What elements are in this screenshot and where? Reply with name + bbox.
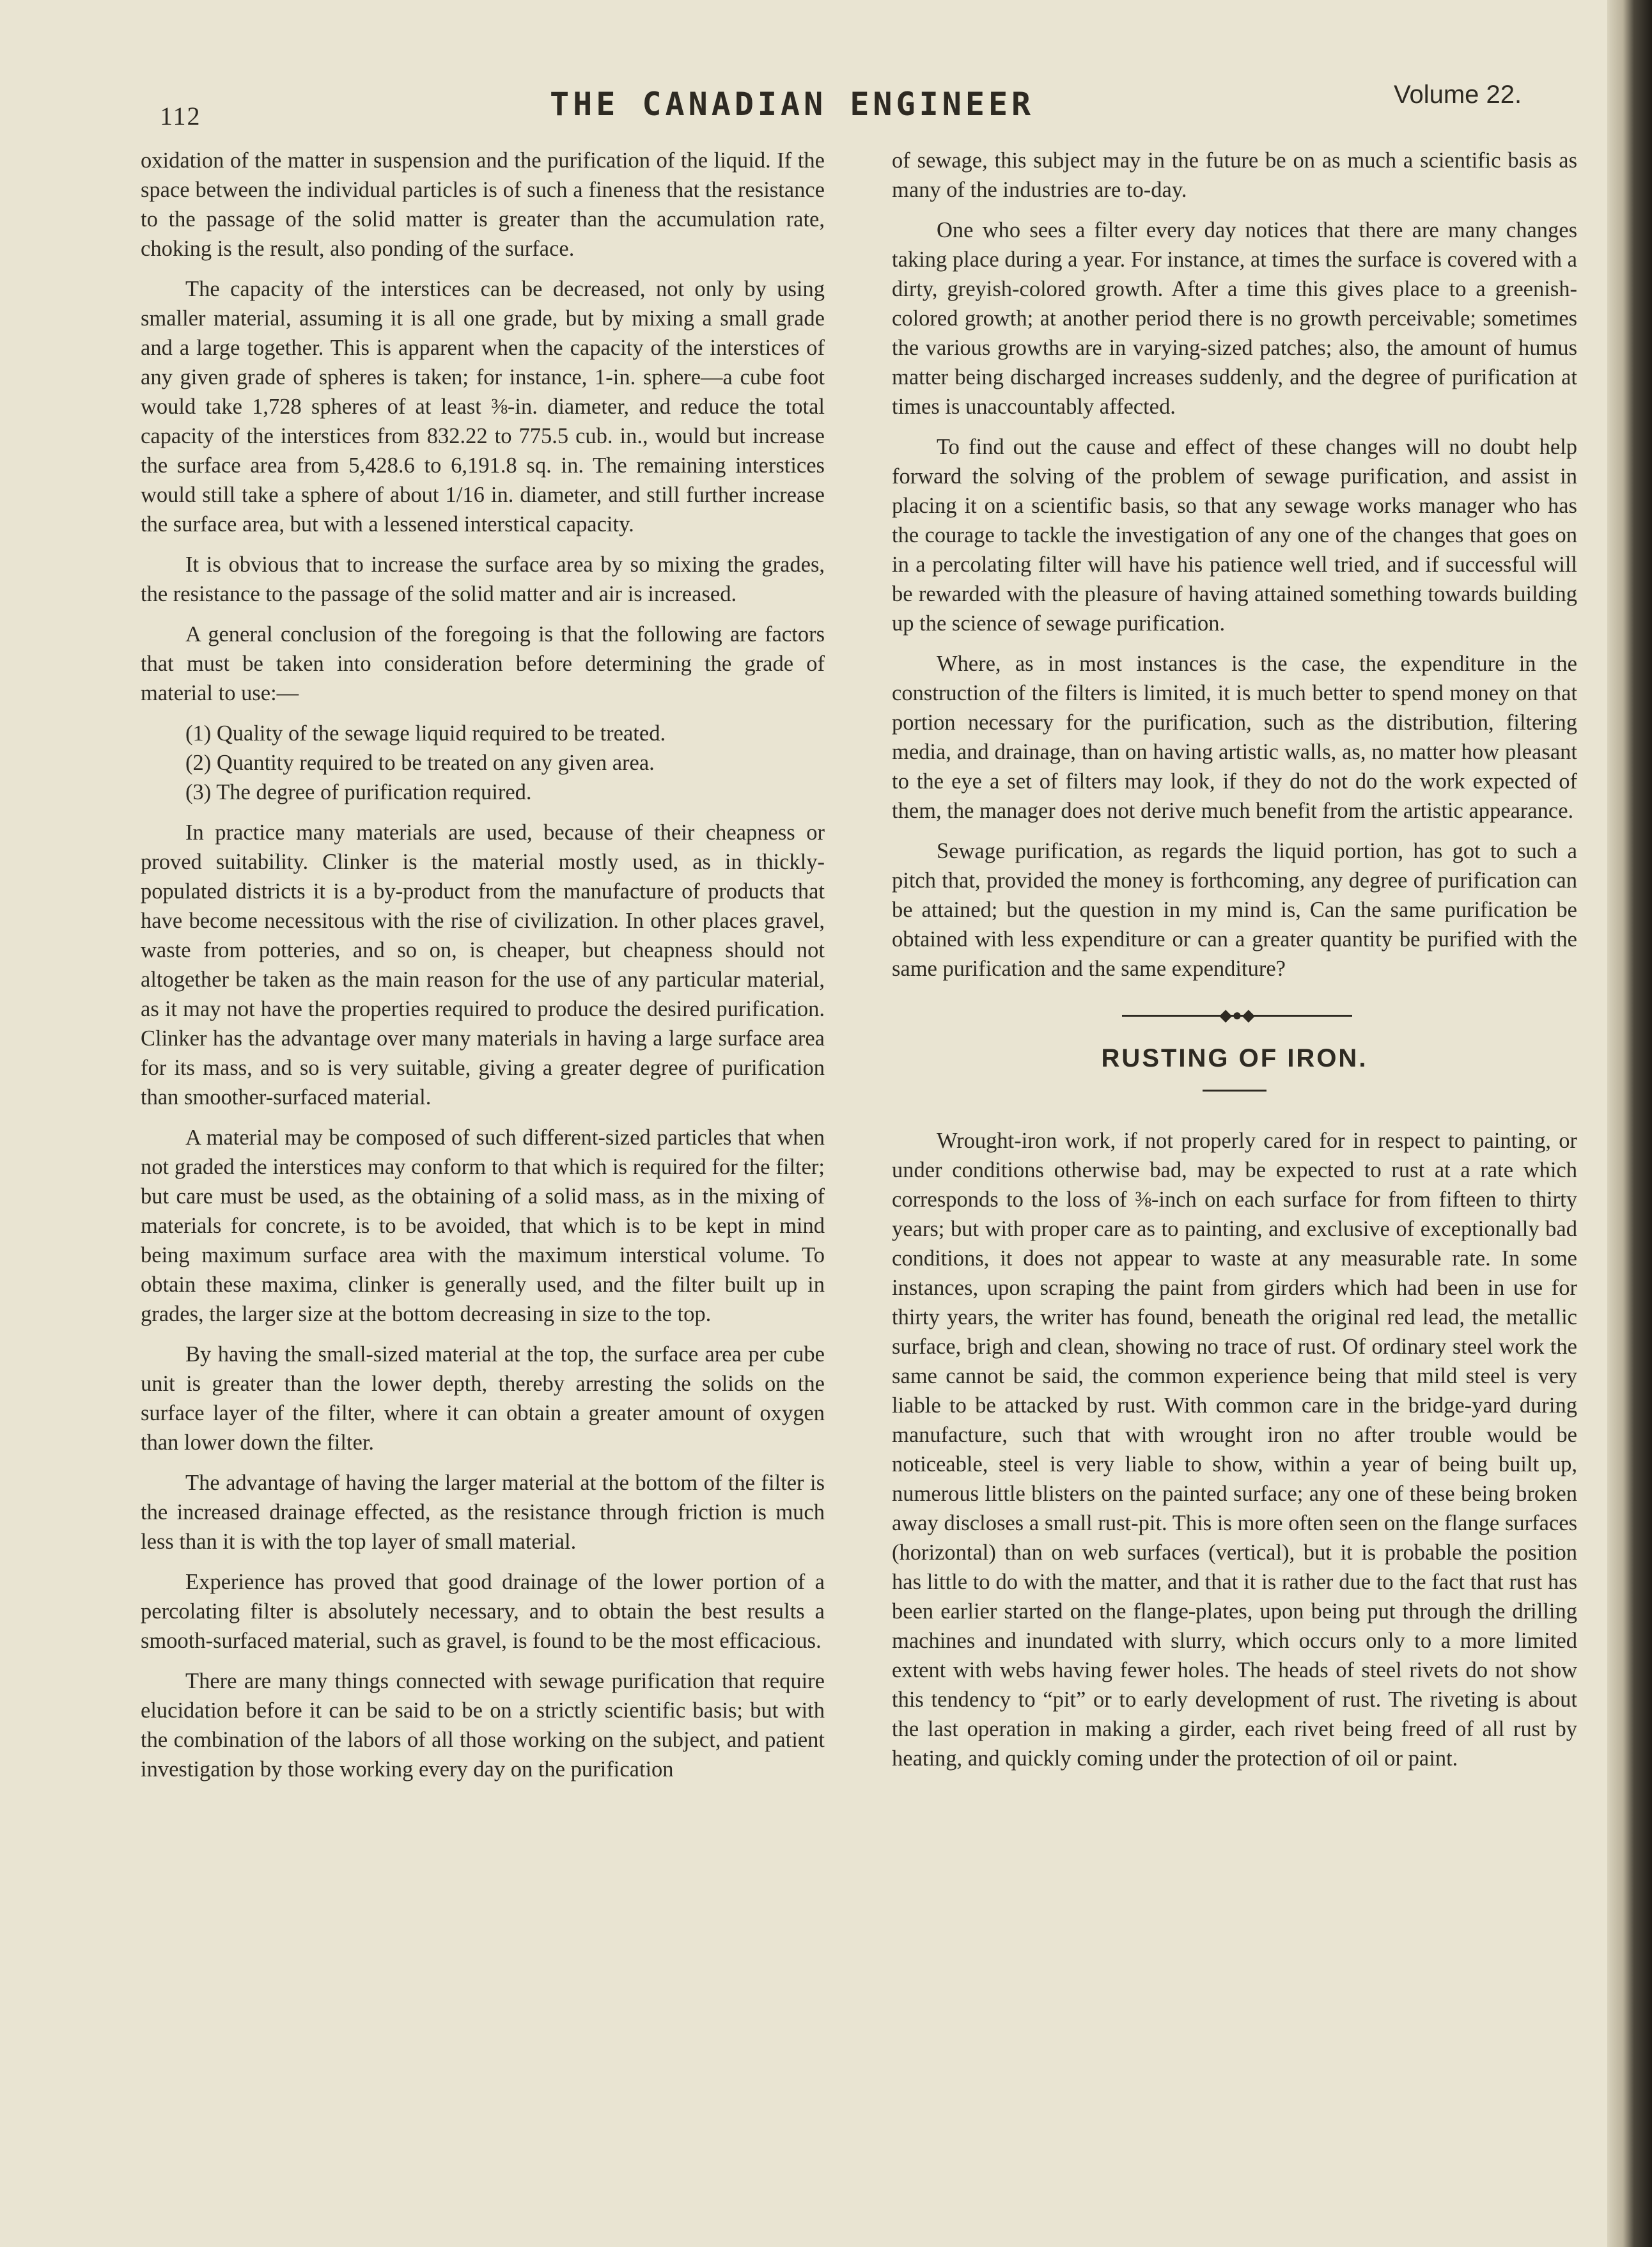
journal-title: THE CANADIAN ENGINEER (550, 86, 1035, 123)
page-edge-shadow (1607, 0, 1652, 2247)
paragraph: One who sees a filter every day notices that there are many changes taking place during a year. For instance, at times the surface is covered with a dirty, greyish-colored growth. After a time this gives place to a greenish-colored growth; at another period there is no growth perceivable; sometimes the various growths are in varying-sized patches; also, the amount of humus matter being discharged increases suddenly, and the degree of purification at times is unaccountably affected. (892, 218, 1577, 419)
paragraph: oxidation of the matter in suspension and the purification of the liquid. If the space between the individual particles is of such a fineness that the resistance to the passage of the solid matter is greater than the accumulation rate, choking is the result, also ponding of the surface. (141, 148, 825, 261)
right-column (892, 146, 1577, 1784)
ornamental-divider (892, 1003, 1577, 1028)
list-item: (3) The degree of purification required. (185, 780, 532, 804)
paragraph: A material may be composed of such different-sized particles that when not graded the interstices may conform to that which is required for the filter; but care must be used, as the obtaining of a solid mass, as in the mixing of materials for concrete, is to be avoided, that which is to be kept in mind being maximum surface area with the maximum interstical volume. To obtain these maxima, clinker is generally used, and the filter built up in grades, the larger size at the bottom decreasing in size to the top. (141, 1125, 825, 1326)
diamond-ornament-icon: ◆●◆ (1219, 1006, 1255, 1024)
paragraph: A general conclusion of the foregoing is that the following are factors that must be taken into consideration before determining the grade of material to use:— (141, 622, 825, 705)
list-item: (2) Quantity required to be treated on any given area. (185, 751, 655, 775)
paragraph: There are many things connected with sewage purification that require elucidation before it can be said to be on a strictly scientific basis; but with the combination of the labors of all those working on the subject, and patient investigation by those working every day on the purification (141, 1669, 825, 1781)
page-header (0, 77, 1652, 128)
title-underline (1203, 1090, 1266, 1092)
left-column (141, 146, 825, 1795)
paragraph: The advantage of having the larger material at the bottom of the filter is the increased drainage effected, as the resistance through friction is much less than it is with the top layer of small material. (141, 1471, 825, 1554)
paragraph: Where, as in most instances is the case, the expenditure in the construction of the filters is limited, it is much better to spend money on that portion necessary for the purification, such as the distribution, filtering media, and drainage, than on having artistic walls, as, no matter how pleasant to the eye a set of filters may look, if they do not do the work expected of them, the manager does not derive much benefit from the artistic appearance. (892, 652, 1577, 823)
paragraph: of sewage, this subject may in the future be on as much a scientific basis as many of the industries are to-day. (892, 148, 1577, 202)
list-item: (1) Quality of the sewage liquid required to be treated. (185, 721, 666, 746)
paragraph: The capacity of the interstices can be decreased, not only by using smaller material, assuming it is all one grade, but by mixing a small grade and a large together. This is apparent when the capacity of the interstices of any given grade of spheres is taken; for instance, 1-in. sphere—a cube foot would take 1,728 spheres of at least ⅜-in. diameter, and reduce the total capacity of the interstices from 832.22 to 775.5 cub. in., would but increase the surface area from 5,428.6 to 6,191.8 sq. in. The remaining interstices would still take a sphere of about 1/16 in. diameter, and still further increase the surface area, but with a lessened interstical capacity. (141, 277, 825, 536)
paragraph: Experience has proved that good drainage of the lower portion of a percolating filter is absolutely necessary, and to obtain the best results a smooth-surfaced material, such as gravel, is found to be the most efficacious. (141, 1570, 825, 1653)
paragraph: Sewage purification, as regards the liquid portion, has got to such a pitch that, provided the money is forthcoming, any degree of purification can be attained; but the question in my mind is, Can the same purification be obtained with less expenditure or can a greater quantity be purified with the same purification and the same expenditure? (892, 839, 1577, 981)
paragraph: It is obvious that to increase the surface area by so mixing the grades, the resistance to the passage of the solid matter and air is increased. (141, 552, 825, 606)
paragraph: Wrought-iron work, if not properly cared for in respect to painting, or under conditions otherwise bad, may be expected to rust at a rate which corresponds to the loss of ⅜-inch on each surface for from fifteen to thirty years; but with proper care as to painting, and exclusive of exceptionally bad conditions, it does not appear to waste at any measurable rate. In some instances, upon scraping the paint from girders which had been in use for thirty years, the writer has found, beneath the original red lead, the metallic surface, brigh and clean, showing no trace of rust. Of ordinary steel work the same cannot be said, the common experience being that mild steel is very liable to be attacked by rust. With common care in the bridge-yard during manufacture, such that with wrought iron no after trouble would be noticeable, steel is very liable to show, within a year of being built up, numerous little blisters on the painted surface; any one of these being broken away discloses a small rust-pit. This is more often seen on the flange surfaces (horizontal) than on web surfaces (vertical), but it is probable the position has little to do with the matter, and that it is rather due to the fact that rust has been earlier started on the flange-plates, upon being put through the drilling machines and inundated with slurry, which occurs only to a more limited extent with webs having fewer holes. The heads of steel rivets do not show this tendency to “pit” or to early development of rust. The riveting is about the last operation in making a girder, each rivet being freed of all rust by heating, and quickly coming under the protection of oil or paint. (892, 1129, 1577, 1771)
paragraph: To find out the cause and effect of these changes will no doubt help forward the solving of the problem of sewage purification, and assist in placing it on a scientific basis, so that any sewage works manager who has the courage to tackle the investigation of any one of the changes that goes on in a percolating filter will have his patience well tried, and if successful will be rewarded with the pleasure of having attained something towards building up the science of sewage purification. (892, 435, 1577, 636)
volume-label: Volume 22. (1394, 81, 1522, 109)
paragraph: By having the small-sized material at the top, the surface area per cube unit is greater than the lower depth, thereby arresting the solids on the surface layer of the filter, where it can obtain a greater amount of oxygen than lower down the filter. (141, 1342, 825, 1455)
page-number: 112 (160, 102, 201, 130)
section-title: RUSTING OF IRON. (1101, 1044, 1368, 1072)
paragraph: In practice many materials are used, because of their cheapness or proved suitability. Clinker is the material mostly used, as in thickly-populated districts it is a by-product from the manufacture of products that have become necessitous with the rise of civilization. In other places gravel, waste from potteries, and so on, is cheaper, but cheapness should not altogether be taken as the main reason for the use of any particular material, as it may not have the properties required to produce the desired purification. Clinker has the advantage over many materials in having a large surface area for its mass, and so is very suitable, giving a greater degree of purification than smoother-surfaced material. (141, 820, 825, 1109)
